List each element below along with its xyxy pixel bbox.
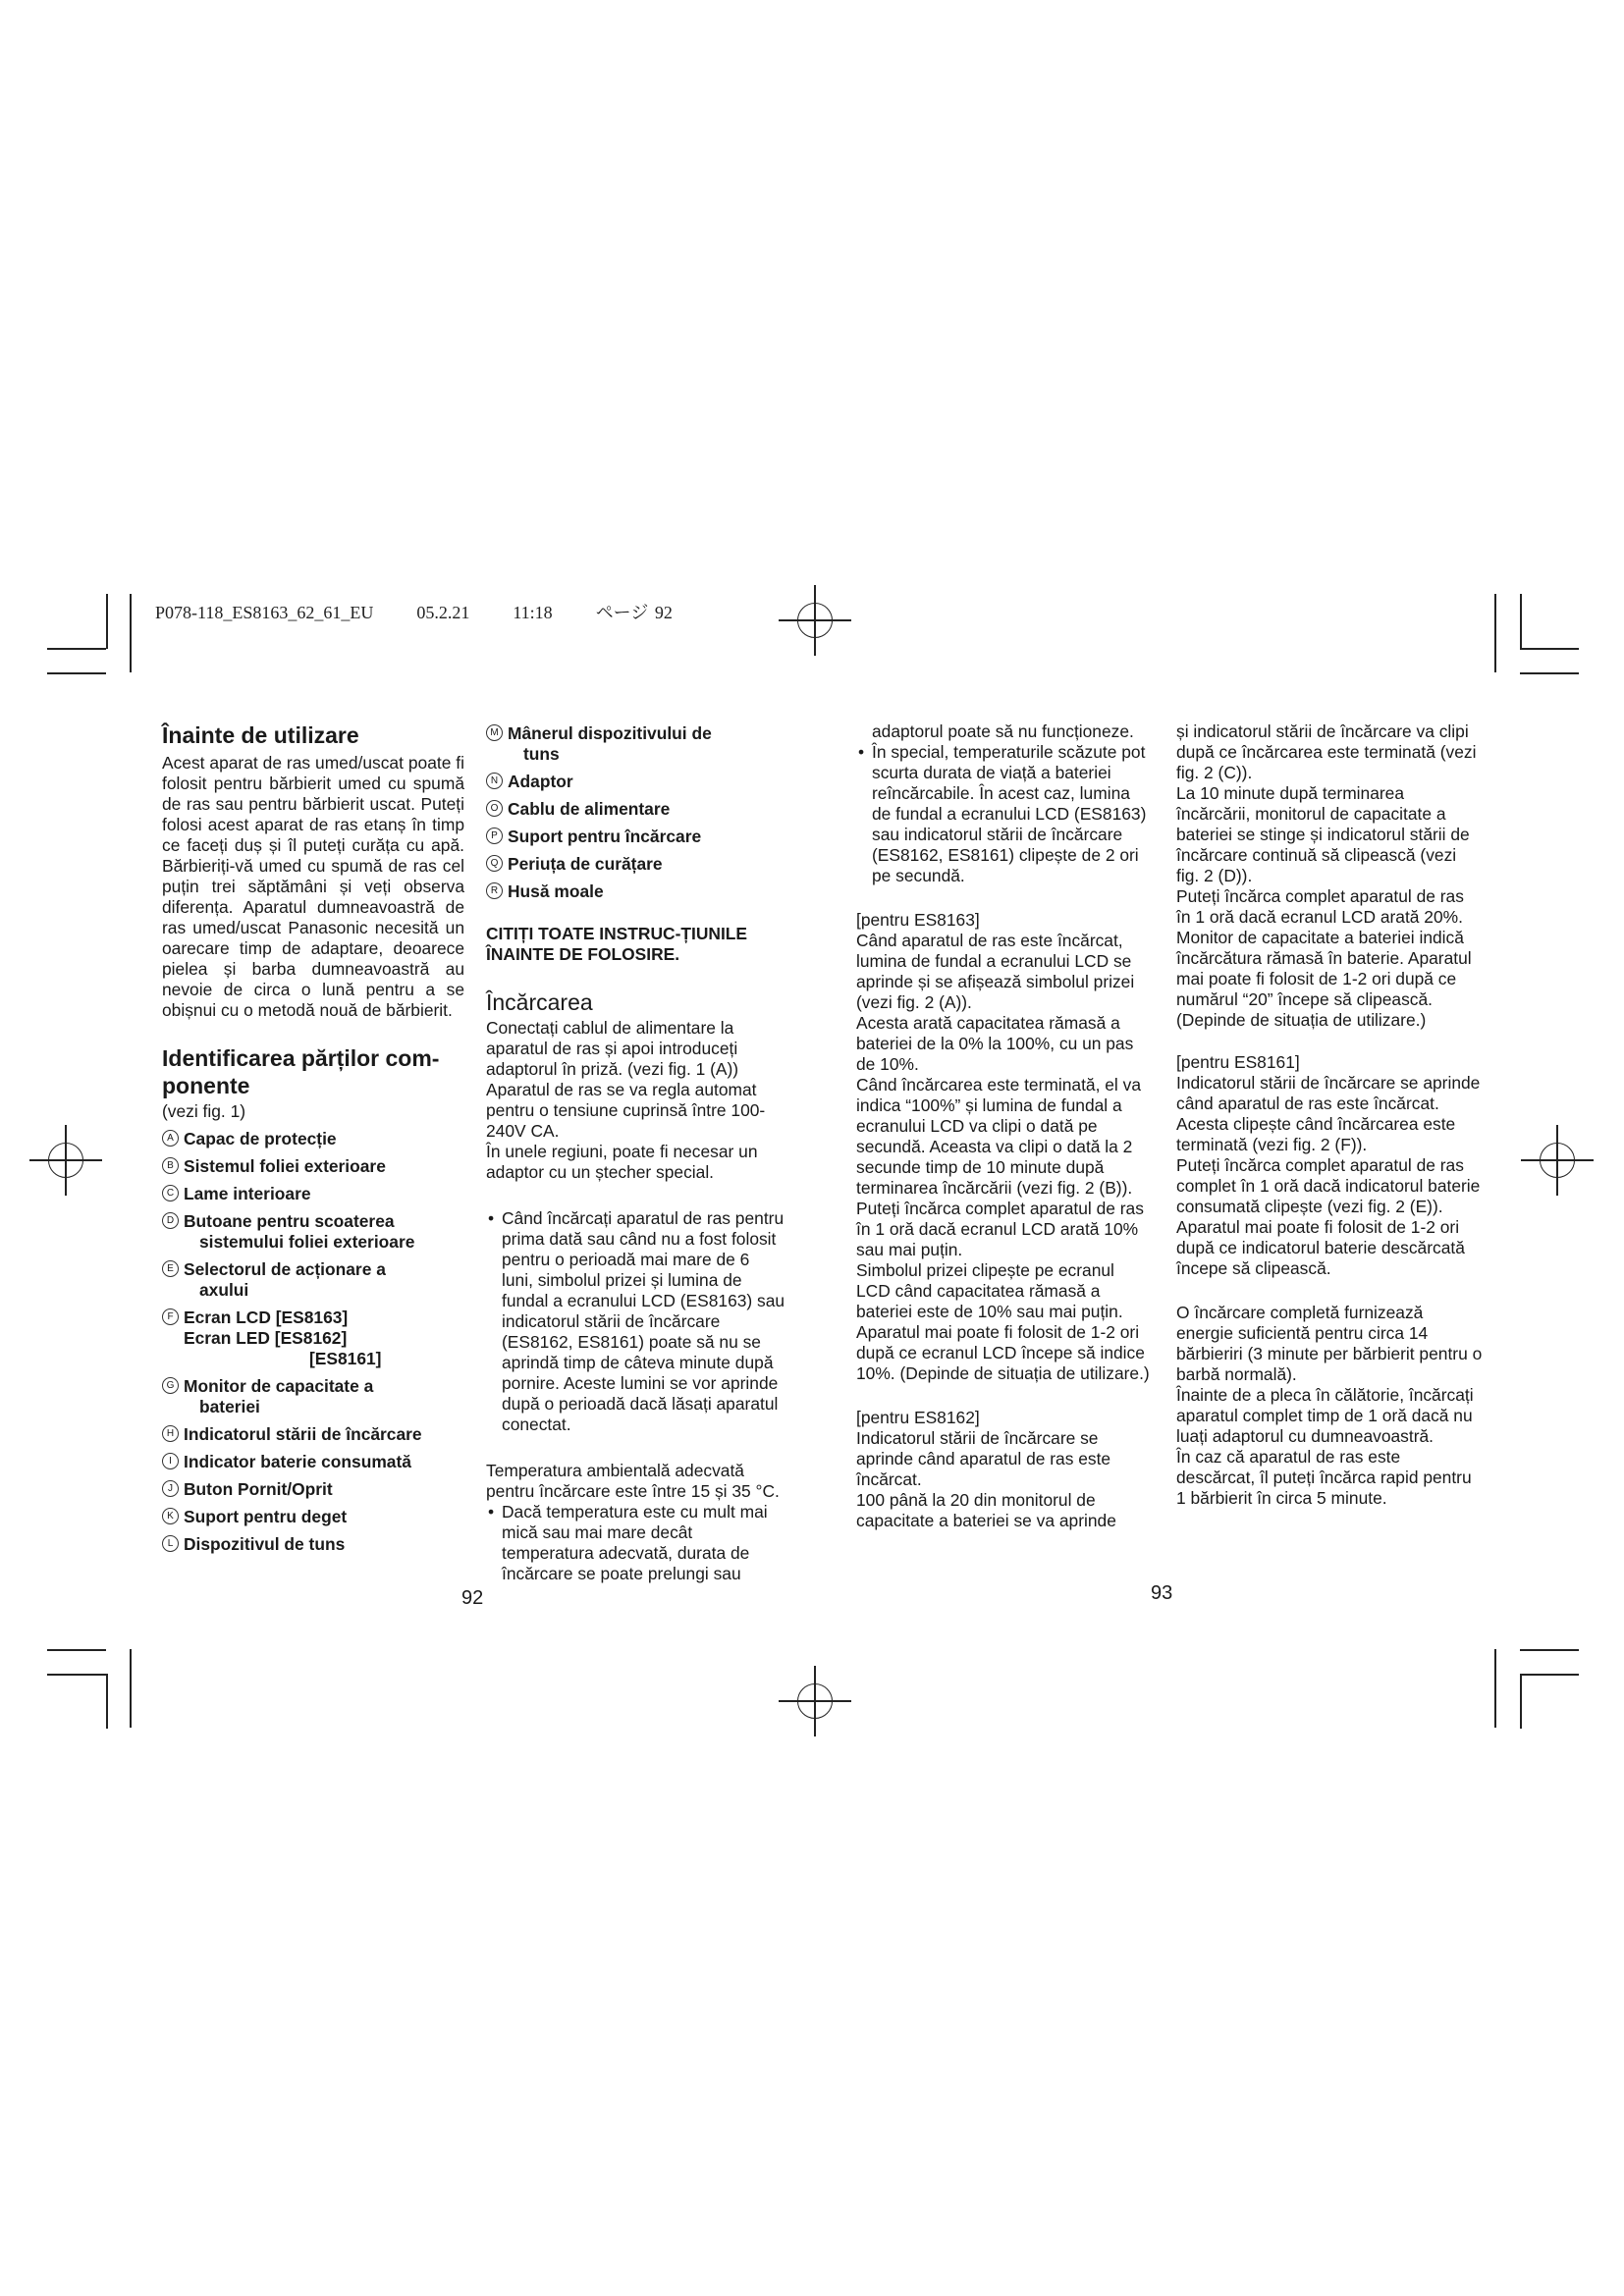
part-label: Monitor de capacitate a bbox=[184, 1376, 374, 1396]
es8163-paragraph: Când aparatul de ras este încărcat, lumina de fundal a ecranului LCD se aprinde și se afișează simbolul prizei (vezi fig. 2 (A)). bbox=[856, 931, 1135, 1012]
es8163-paragraph: Simbolul prizei clipește pe ecranul LCD când capacitatea rămasă a bateriei este de 10% sau mai puțin. bbox=[856, 1260, 1123, 1321]
part-letter-badge: L bbox=[162, 1535, 179, 1552]
part-item bbox=[162, 1376, 464, 1417]
part-letter-badge: B bbox=[162, 1157, 179, 1174]
crop-mark bbox=[106, 1674, 108, 1729]
part-label: axului bbox=[199, 1280, 249, 1300]
part-item bbox=[486, 799, 785, 820]
section-heading: Încărcarea bbox=[486, 989, 593, 1015]
continued-text: adaptorul poate să nu funcționeze. bbox=[872, 721, 1134, 741]
part-item bbox=[162, 1479, 464, 1500]
part-label: Capac de protecție bbox=[184, 1129, 337, 1148]
part-label: Mânerul dispozitivului de bbox=[508, 723, 712, 743]
column-2 bbox=[486, 723, 785, 1584]
es8163-paragraph: Aparatul mai poate fi folosit de 1-2 ori după ce ecranul LCD începe să indice 10%. (Depinde de situația de utilizare.) bbox=[856, 1322, 1150, 1383]
part-letter-badge: A bbox=[162, 1130, 179, 1147]
es8162-paragraph: Puteți încărca complet aparatul de ras în 1 oră dacă ecranul LCD arată 20%. bbox=[1176, 886, 1464, 927]
part-letter-badge: K bbox=[162, 1508, 179, 1524]
battery-paragraph: O încărcare completă furnizează energie suficientă pentru circa 14 bărbieriri (3 minute per bărbierit pentru o barbă normală). bbox=[1176, 1303, 1483, 1384]
crop-mark bbox=[130, 1649, 132, 1728]
part-label: Suport pentru încărcare bbox=[508, 827, 702, 846]
part-item bbox=[486, 827, 785, 847]
part-label: Ecran LCD [ES8163] bbox=[184, 1308, 349, 1327]
es8161-paragraph: Indicatorul stării de încărcare se aprinde când aparatul de ras este încărcat. Acesta clipește când încărcarea este terminată (vezi fig. 2 (F)). bbox=[1176, 1073, 1481, 1154]
part-label: Selectorul de acționare a bbox=[184, 1259, 386, 1279]
part-letter-badge: O bbox=[486, 800, 503, 817]
crop-mark bbox=[47, 672, 106, 674]
part-item bbox=[162, 1308, 464, 1369]
model-tag: [pentru ES8163] bbox=[856, 910, 980, 930]
crop-mark bbox=[47, 1674, 106, 1676]
part-label: Dispozitivul de tuns bbox=[184, 1534, 346, 1554]
column-3 bbox=[856, 721, 1151, 1531]
part-label: Buton Pornit/Oprit bbox=[184, 1479, 333, 1499]
es8163-paragraph: Când încărcarea este terminată, el va indica “100%” și lumina de fundal a ecranului LCD va clipi o dată pe secundă. Aceasta va clipi o dată la 2 secunde timp de 10 minute după terminarea încărcării (vezi fig. 2 (B)). bbox=[856, 1075, 1141, 1198]
page-number-left: 92 bbox=[461, 1587, 484, 1609]
bullet-item: • În special, temperaturile scăzute pot scurta durata de viață a bateriei reîncărcabile. În acest caz, lumina de fundal a ecranului LCD (ES8163) sau indicatorul stării de încărcare (ES8162, ES8161) clipește de 2 ori pe secundă. bbox=[856, 742, 1151, 886]
part-item bbox=[486, 854, 785, 875]
crop-mark bbox=[47, 1649, 106, 1651]
part-letter-badge: Q bbox=[486, 855, 503, 872]
crop-mark bbox=[1520, 594, 1522, 649]
part-letter-badge: G bbox=[162, 1377, 179, 1394]
part-letter-badge: N bbox=[486, 773, 503, 789]
section-heading-cont: ponente bbox=[162, 1073, 250, 1098]
part-label: Indicatorul stării de încărcare bbox=[184, 1424, 422, 1444]
part-label: Adaptor bbox=[508, 772, 573, 791]
part-letter-badge: I bbox=[162, 1453, 179, 1469]
part-label: Lame interioare bbox=[184, 1184, 311, 1203]
charging-paragraph: În unele regiuni, poate fi necesar un adaptor cu un ștecher special. bbox=[486, 1142, 758, 1182]
part-letter-badge: F bbox=[162, 1308, 179, 1325]
registration-line bbox=[814, 1666, 816, 1736]
warning-heading: CITIȚI TOATE INSTRUC-ȚIUNILE bbox=[486, 924, 747, 943]
crop-mark bbox=[1494, 594, 1496, 672]
part-label: Indicator baterie consumată bbox=[184, 1452, 411, 1471]
crop-mark bbox=[1520, 1649, 1579, 1651]
print-header bbox=[155, 599, 716, 624]
part-letter-badge: J bbox=[162, 1480, 179, 1497]
header-file: P078-118_ES8163_62_61_EU bbox=[155, 603, 374, 622]
es8162-paragraph: Indicatorul stării de încărcare se aprinde când aparatul de ras este încărcat. bbox=[856, 1428, 1111, 1489]
part-letter-badge: P bbox=[486, 828, 503, 844]
es8162-paragraph: și indicatorul stării de încărcare va clipi după ce încărcarea este terminată (vezi fig. 2 (C)). bbox=[1176, 721, 1477, 782]
es8163-paragraph: Acesta arată capacitatea rămasă a bateriei de la 0% la 100%, cu un pas de 10%. bbox=[856, 1013, 1134, 1074]
registration-line bbox=[1556, 1125, 1558, 1196]
section-heading: Înainte de utilizare bbox=[162, 722, 359, 748]
header-time: 11:18 bbox=[513, 603, 553, 622]
part-item bbox=[162, 1259, 464, 1301]
header-page: ページ 92 bbox=[595, 603, 673, 622]
battery-paragraph: Înainte de a pleca în călătorie, încărcați aparatul complet timp de 1 oră dacă nu luați adaptorul cu dumneavoastră. bbox=[1176, 1385, 1474, 1446]
part-item bbox=[162, 1184, 464, 1204]
part-letter-badge: E bbox=[162, 1260, 179, 1277]
part-label: tuns bbox=[523, 744, 560, 764]
part-label: Husă moale bbox=[508, 881, 604, 901]
part-item bbox=[162, 1211, 464, 1253]
part-item bbox=[162, 1452, 464, 1472]
es8161-paragraph: Aparatul mai poate fi folosit de 1-2 ori după ce indicatorul baterie descărcată începe să clipească. bbox=[1176, 1217, 1465, 1278]
part-item bbox=[162, 1507, 464, 1527]
part-item bbox=[162, 1156, 464, 1177]
part-item bbox=[486, 723, 785, 765]
warning-heading-cont: ÎNAINTE DE FOLOSIRE. bbox=[486, 944, 680, 964]
intro-paragraph: Acest aparat de ras umed/uscat poate fi folosit pentru bărbierit umed cu spumă de ras sau pentru bărbierit uscat. Puteți folosi acest aparat de ras etanș în timp ce faceți duș și îl puteți curăța cu apă. Bărbieriți-vă umed cu spumă de ras cel puțin trei săptămâni și veți observa diferența. Aparatul dumneavoastră de ras umed/uscat Panasonic necesită un oarecare timp de adaptare, deoarece pielea și barba dumneavoastră au nevoie de circa o lună pentru a se obișnui cu o metodă nouă de bărbierit. bbox=[162, 753, 464, 1020]
part-label: sistemului foliei exterioare bbox=[199, 1232, 415, 1252]
charging-paragraph: Conectați cablul de alimentare la aparatul de ras și apoi introduceți adaptorul în priză. (vezi fig. 1 (A)) Aparatul de ras se va regla automat pentru o tensiune cuprinsă între 100-240V CA. bbox=[486, 1018, 766, 1141]
bullet-item: • Când încărcați aparatul de ras pentru prima dată sau când nu a fost folosit pentru o perioadă mai mare de 6 luni, simbolul prizei și lumina de fundal a ecranului LCD (ES8163) sau indicatorul stării de încărcare (ES8162, ES8161) poate să nu se aprindă timp de câteva minute după pornire. Aceste lumini se vor aprinde după o perioadă dacă lăsați aparatul conectat. bbox=[486, 1208, 785, 1435]
part-label: Butoane pentru scoaterea bbox=[184, 1211, 395, 1231]
figure-ref: (vezi fig. 1) bbox=[162, 1101, 246, 1121]
crop-mark bbox=[1494, 1649, 1496, 1728]
part-label: Ecran LED [ES8162] bbox=[184, 1328, 348, 1348]
es8163-paragraph: Puteți încărca complet aparatul de ras în 1 oră dacă ecranul LCD arată 10% sau mai puțin. bbox=[856, 1199, 1144, 1259]
part-label: Sistemul foliei exterioare bbox=[184, 1156, 386, 1176]
es8162-paragraph: Monitor de capacitate a bateriei indică încărcătura rămasă în baterie. Aparatul mai poate fi folosit de 1-2 ori după ce numărul “20” începe să clipească. (Depinde de situația de utilizare.) bbox=[1176, 928, 1472, 1030]
part-letter-badge: H bbox=[162, 1425, 179, 1442]
es8162-paragraph: La 10 minute după terminarea încărcării, monitorul de capacitate a bateriei se stinge și indicatorul stării de încărcare continuă să clipească (vezi fig. 2 (D)). bbox=[1176, 783, 1470, 885]
column-4 bbox=[1176, 721, 1483, 1509]
part-item bbox=[162, 1129, 464, 1149]
part-label: Suport pentru deget bbox=[184, 1507, 348, 1526]
part-label: Periuța de curățare bbox=[508, 854, 663, 874]
battery-paragraph: În caz că aparatul de ras este descărcat, îl puteți încărca rapid pentru 1 bărbierit în circa 5 minute. bbox=[1176, 1447, 1472, 1508]
crop-mark bbox=[1520, 1674, 1579, 1676]
part-item bbox=[162, 1534, 464, 1555]
part-letter-badge: M bbox=[486, 724, 503, 741]
part-letter-badge: C bbox=[162, 1185, 179, 1201]
model-tag: [pentru ES8162] bbox=[856, 1408, 980, 1427]
part-label: Cablu de alimentare bbox=[508, 799, 671, 819]
page-number-right: 93 bbox=[1151, 1582, 1173, 1604]
crop-mark bbox=[47, 648, 106, 650]
part-item bbox=[486, 772, 785, 792]
part-item bbox=[486, 881, 785, 902]
registration-line bbox=[814, 585, 816, 656]
part-label: bateriei bbox=[199, 1397, 260, 1416]
header-date: 05.2.21 bbox=[416, 603, 470, 622]
crop-mark bbox=[106, 594, 108, 649]
model-tag: [pentru ES8161] bbox=[1176, 1052, 1300, 1072]
temperature-paragraph: Temperatura ambientală adecvată pentru încărcare este între 15 și 35 °C. bbox=[486, 1461, 780, 1501]
column-1 bbox=[162, 721, 464, 1562]
crop-mark bbox=[130, 594, 132, 672]
part-item bbox=[162, 1424, 464, 1445]
section-heading: Identificarea părților com- bbox=[162, 1045, 440, 1071]
crop-mark bbox=[1520, 648, 1579, 650]
bullet-item: • Dacă temperatura este cu mult mai mică sau mai mare decât temperatura adecvată, durata de încărcare se poate prelungi sau bbox=[486, 1502, 785, 1584]
part-label: [ES8161] bbox=[309, 1349, 382, 1368]
es8161-paragraph: Puteți încărca complet aparatul de ras complet în 1 oră dacă indicatorul baterie consumată clipește (vezi fig. 2 (E)). bbox=[1176, 1155, 1481, 1216]
registration-line bbox=[65, 1125, 67, 1196]
crop-mark bbox=[1520, 1674, 1522, 1729]
crop-mark bbox=[1520, 672, 1579, 674]
part-letter-badge: R bbox=[486, 882, 503, 899]
es8162-paragraph: 100 până la 20 din monitorul de capacitate a bateriei se va aprinde bbox=[856, 1490, 1116, 1530]
part-letter-badge: D bbox=[162, 1212, 179, 1229]
